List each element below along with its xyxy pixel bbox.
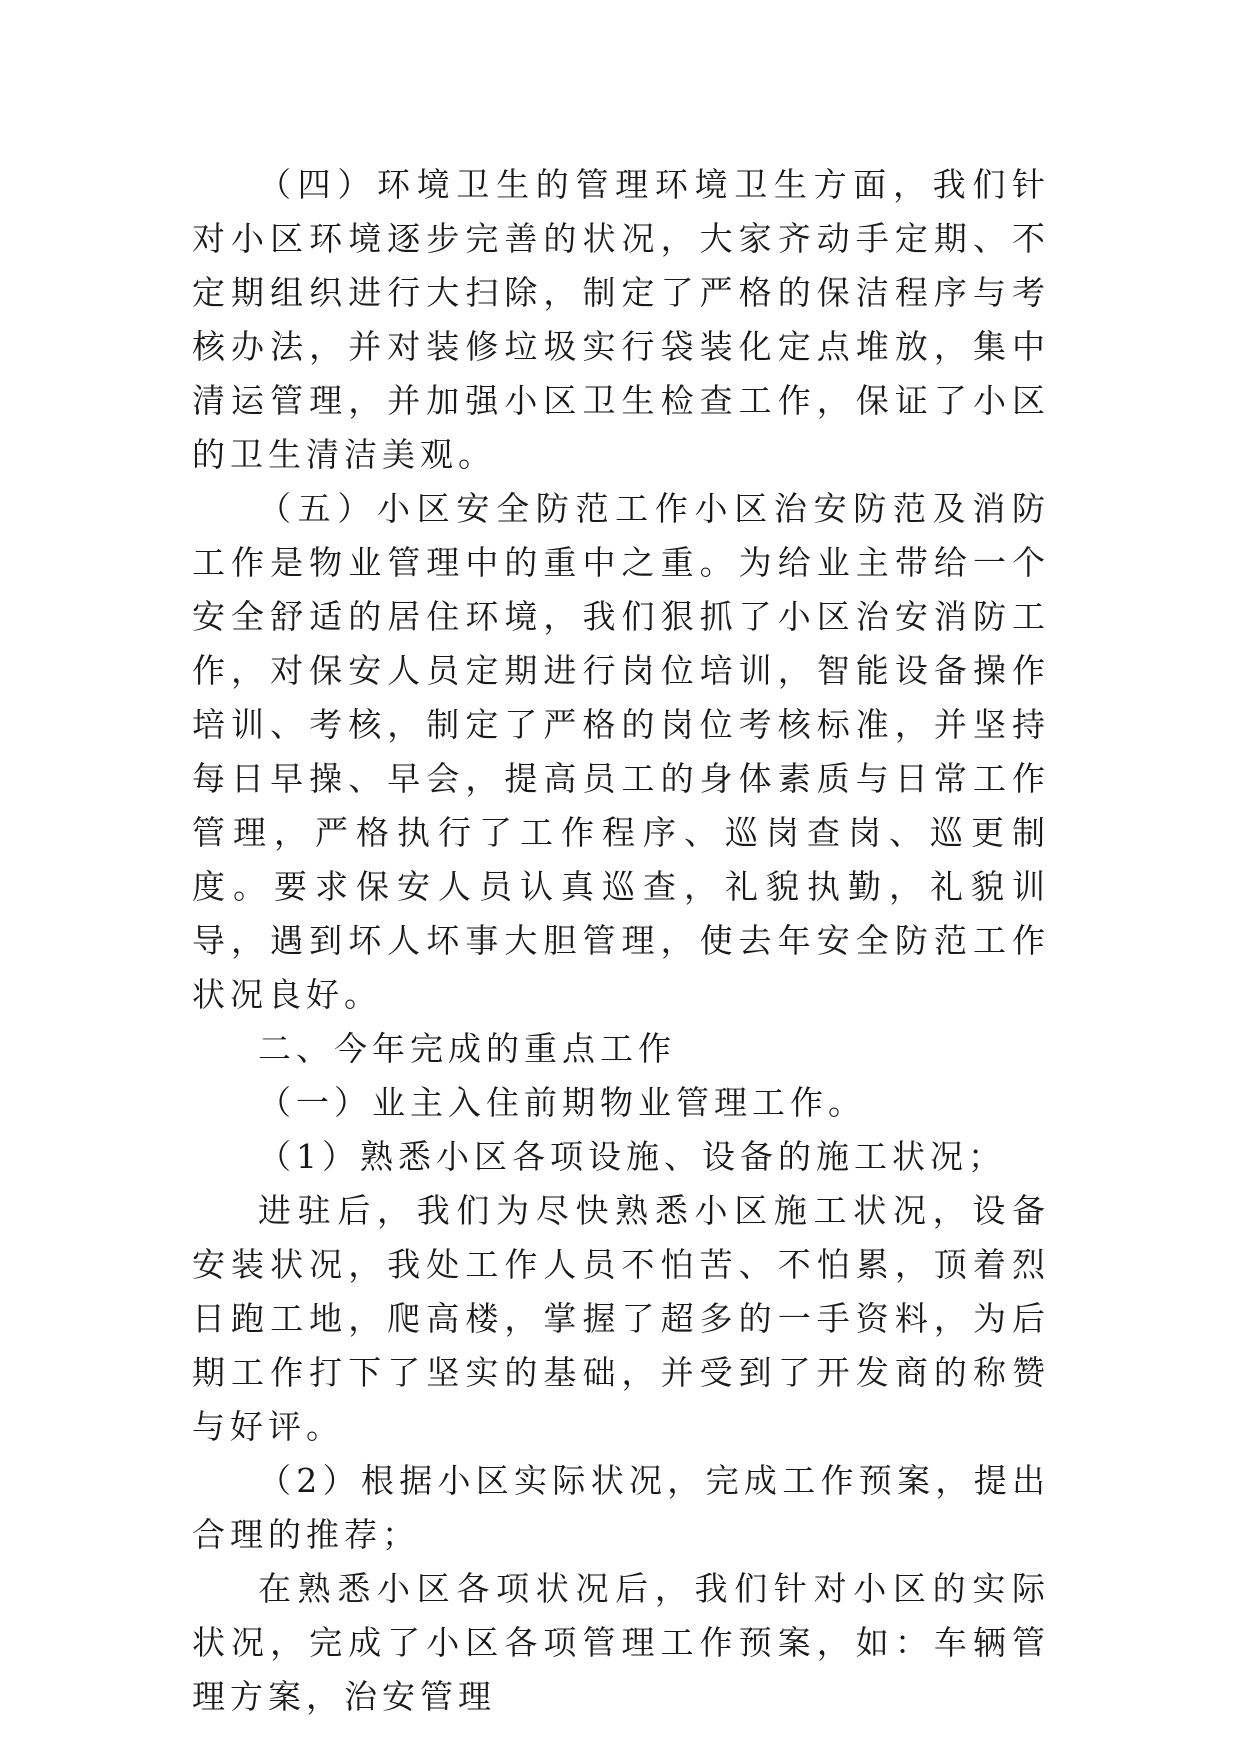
document-body: [192, 158, 1050, 1724]
paragraph-environment-hygiene: （四）环境卫生的管理环境卫生方面，我们针对小区环境逐步完善的状况，大家齐动手定期、不定期组织进行大扫除，制定了严格的保洁程序与考核办法，并对装修垃圾实行袋装化定点堆放，集中清运管理，并加强小区卫生检查工作，保证了小区的卫生清洁美观。: [192, 165, 1050, 474]
item-2-heading: （2）根据小区实际状况，完成工作预案，提出合理的推荐；: [192, 1461, 1050, 1554]
item-1-heading: （1）熟悉小区各项设施、设备的施工状况；: [258, 1137, 1006, 1176]
subheading-pre-occupancy: （一）业主入住前期物业管理工作。: [258, 1083, 866, 1122]
section-heading-key-work: 二、今年完成的重点工作: [258, 1029, 676, 1068]
paragraph-work-plans: 在熟悉小区各项状况后，我们针对小区的实际状况，完成了小区各项管理工作预案，如：车辆管理方案，治安管理: [192, 1569, 1050, 1716]
paragraph-familiarization: 进驻后，我们为尽快熟悉小区施工状况，设备安装状况，我处工作人员不怕苦、不怕累，顶着烈日跑工地，爬高楼，掌握了超多的一手资料，为后期工作打下了坚实的基础，并受到了开发商的称赞与好评。: [192, 1191, 1050, 1446]
paragraph-security-prevention: （五）小区安全防范工作小区治安防范及消防工作是物业管理中的重中之重。为给业主带给一个安全舒适的居住环境，我们狠抓了小区治安消防工作，对保安人员定期进行岗位培训，智能设备操作培训、考核，制定了严格的岗位考核标准，并坚持每日早操、早会，提高员工的身体素质与日常工作管理，严格执行了工作程序、巡岗查岗、巡更制度。要求保安人员认真巡查，礼貌执勤，礼貌训导，遇到坏人坏事大胆管理，使去年安全防范工作状况良好。: [192, 489, 1050, 1014]
